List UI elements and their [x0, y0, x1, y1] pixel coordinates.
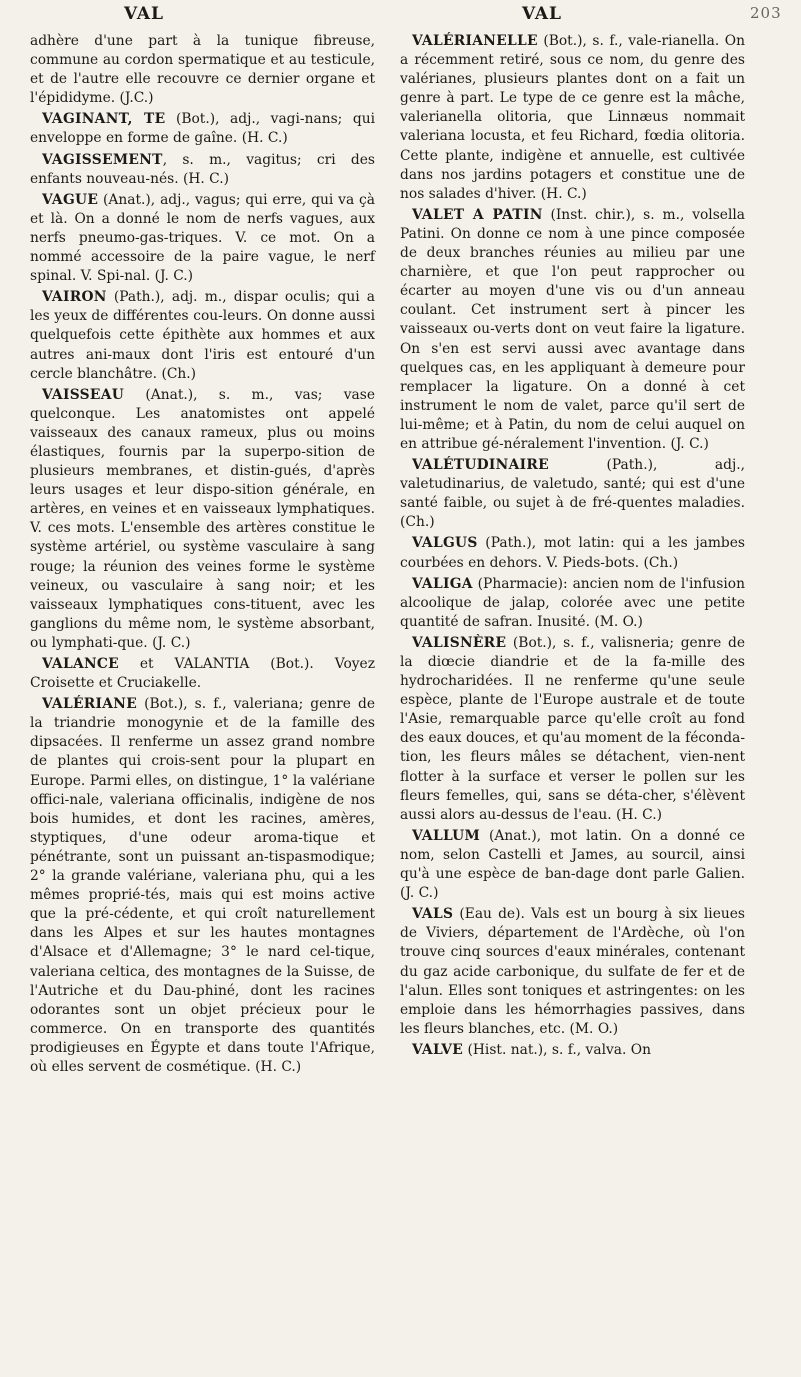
running-head-left: VAL [124, 4, 165, 24]
entry-definition: (Bot.), s. f., vale-rianella. On a récemment retiré, sous ce nom, du genre des valérianes, plusieurs plantes dont on a fait un genre à part. Le type de ce genre est la mâche, valerianella olitoria, que Linnæus nommait valeriana locusta, et feu Richard, fœdia olitoria. Cette plante, indigène et annuelle, est cultivée dans nos jardins potagers et constitue une de nos salades d'hiver. (H. C.) [400, 33, 745, 202]
dictionary-entry [400, 827, 745, 903]
dictionary-entry [400, 1041, 745, 1060]
entry-definition: (Inst. chir.), s. m., volsella Patini. On donne ce nom à une pince composée de deux branches réunies au milieu par une charnière, et que l'on peut rapprocher ou écarter au moyen d'une vis ou d'un anneau coulant. Cet instrument sert à pincer les vaisseaux ou-verts dont on veut faire la ligature. On s'en est servi aussi avec avantage dans quelques cas, en les appliquant à demeure pour remplacer la ligature. On a donné à cet instrument le nom de valet, parce qu'il sert de lui-même; et à Patin, du nom de celui auquel on en attribue gé-néralement l'invention. (J. C.) [400, 206, 746, 452]
entry-headword: VALÉRIANE [42, 696, 138, 713]
entry-headword: VALISNÈRE [412, 634, 507, 651]
entry-definition: (Path.), adj., valetudinarius, de valetudo, santé; qui est d'une santé faible, ou sujet à de fré-quentes maladies. (Ch.) [400, 457, 745, 531]
dictionary-entry [400, 32, 745, 204]
entry-headword: VALLUM [412, 827, 481, 844]
entry-definition: (Pharmacie): ancien nom de l'infusion alcoolique de jalap, colorée avec une petite quantité de safran. Inusité. (M. O.) [400, 575, 745, 630]
entry-headword: VALS [412, 906, 454, 923]
entry-definition: (Anat.), s. m., vas; vase quelconque. Les anatomistes ont appelé vaisseaux des canaux rameux, plus ou moins élastiques, fournis par la superpo-sition de plusieurs membranes, et distin-gués, d'après leurs usages et leur dispo-sition générale, en artères, en veines et en vaisseaux lymphatiques. V. ces mots. L'ensemble des artères constitue le système artériel, ou système vasculaire à sang rouge; la réunion des veines forme le système veineux, ou vasculaire à sang noir; et les vaisseaux lymphatiques cons-tituent, avec les ganglions du même nom, le système absorbant, ou lymphati-que. (J. C.) [30, 386, 375, 651]
entry-headword: VALANCE [42, 656, 119, 672]
entry-definition: (Path.), adj. m., dispar oculis; qui a les yeux de différentes cou-leurs. On donne aussi quelquefois cette épithète aux hommes et aux autres ani-maux dont l'iris est entouré d'un cercle blanchâtre. (Ch.) [30, 289, 375, 382]
dictionary-entry [30, 695, 375, 1077]
entry-definition: et VALANTIA (Bot.). Voyez Croisette et Cruciakelle. [30, 656, 375, 692]
entry-definition: (Anat.), adj., vagus; qui erre, qui va çà et là. On a donné le nom de nerfs vagues, aux nerfs pneumo-gas-triques. V. ce mot. On a nommé accessoire de la paire vague, le nerf spinal. V. Spi-nal. (J. C.) [30, 191, 375, 285]
dictionary-entry [30, 110, 375, 148]
dictionary-entry [30, 151, 375, 189]
entry-definition: , s. m., vagitus; cri des enfants nouveau-nés. (H. C.) [30, 151, 375, 187]
entry-headword: VALGUS [412, 535, 478, 552]
entry-headword: VAGISSEMENT [42, 151, 163, 168]
entry-headword: VALVE [412, 1041, 464, 1058]
page-number: 203 [750, 4, 782, 22]
dictionary-entry [30, 32, 375, 108]
dictionary-entry [400, 905, 745, 1039]
entry-definition: (Path.), mot latin: qui a les jambes courbées en dehors. V. Pieds-bots. (Ch.) [400, 535, 745, 571]
entry-headword: VALIGA [412, 575, 473, 592]
entry-headword: VALÉTUDINAIRE [412, 457, 549, 474]
entry-definition: (Bot.), s. f., valeriana; genre de la triandrie monogynie et de la famille des dipsacées. Il renferme un assez grand nombre de plantes qui crois-sent pour la plupart en Europe. Parmi elles, on distingue, 1° la valériane offici-nale, valeriana officinalis, indigène de nos bois humides, et dont les racines, amères, styptiques, d'une odeur aroma-tique et pénétrante, sont un puissant an-tispasmodique; 2° la grande valériane, valeriana phu, qui a les mêmes proprié-tés, mais qui est moins active que la pré-cédente, et qui croît naturellement dans les Alpes et sur les hautes montagnes d'Alsace et d'Allemagne; 3° le nard cel-tique, valeriana celtica, des montagnes de la Suisse, de l'Autriche et du Dau-phiné, dont les racines odorantes sont un objet précieux pour le commerce. On en transporte des quantités prodigieuses en Égypte et dans toute l'Afrique, où elles servent de cosmétique. (H. C.) [30, 696, 375, 1075]
entry-headword: VALET A PATIN [412, 206, 543, 223]
entry-definition: (Hist. nat.), s. f., valva. On [463, 1041, 651, 1058]
entry-headword: VALÉRIANELLE [412, 33, 538, 49]
left-column [30, 32, 375, 1079]
dictionary-entry [30, 386, 375, 653]
dictionary-entry [400, 534, 745, 572]
entry-definition: (Eau de). Vals est un bourg à six lieues de Viviers, département de l'Ardèche, où l'on trouve cinq sources d'eaux minérales, contenant du gaz acide carbonique, du sulfate de fer et de l'alun. Elles sont toniques et astringentes: on les emploie dans les hémorrhagies passives, dans les fleurs blanches, etc. (M. O.) [400, 906, 745, 1037]
entry-definition: (Bot.), adj., vagi-nans; qui enveloppe en forme de gaîne. (H. C.) [30, 111, 375, 147]
dictionary-entry [400, 634, 745, 825]
running-head-right: VAL [522, 4, 563, 24]
entry-definition: (Bot.), s. f., valisneria; genre de la diœcie diandrie et de la fa-mille des hydrocharidées. Il ne renferme qu'une seule espèce, plante de l'Europe australe et de toute l'Asie, remarquable parce qu'elle croît au fond des eaux douces, et qu'au moment de la féconda-tion, les fleurs mâles se détachent, vien-nent flotter à la surface et verser le pollen sur les fleurs femelles, qui, sans se déta-cher, s'élèvent aussi alors au-dessus de l'eau. (H. C.) [400, 634, 745, 823]
entry-definition: (Anat.), mot latin. On a donné ce nom, selon Castelli et James, au sourcil, ainsi qu'à une espèce de ban-dage dont parle Galien. (J. C.) [400, 827, 745, 902]
entry-headword: VAISSEAU [42, 386, 125, 403]
entry-headword: VAGUE [42, 191, 99, 208]
dictionary-entry [400, 575, 745, 632]
dictionary-entry [30, 288, 375, 383]
dictionary-entry [30, 655, 375, 693]
dictionary-entry [30, 191, 375, 286]
entry-headword: VAIRON [42, 289, 107, 306]
entry-headword: VAGINANT, TE [42, 111, 166, 128]
dictionary-entry [400, 456, 745, 532]
entry-definition: adhère d'une part à la tunique fibreuse, commune au cordon spermatique et au testicule, et de l'autre elle recouvre ce dernier organe et l'épididyme. (J.C.) [30, 33, 375, 107]
right-column [400, 32, 745, 1062]
dictionary-entry [400, 206, 745, 454]
